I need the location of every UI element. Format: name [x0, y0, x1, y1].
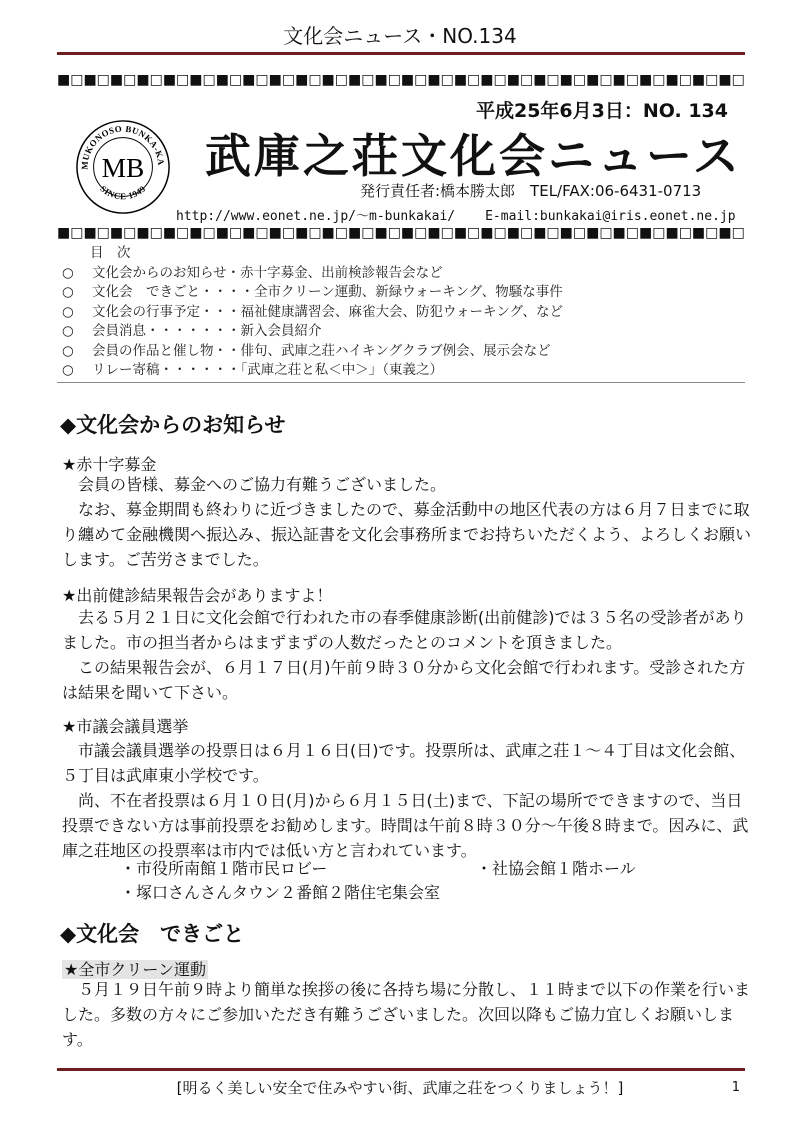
election-paragraph-2: 尚、不在者投票は６月１０日(月)から６月１５日(土)まで、下記の場所でできますので、当日投票できない方は事前投票をお勧めします。時間は午前８時３０分〜午後８時まで。因みに、武庫之荘地区の投票率は市内では低い方と言われています。 [62, 791, 749, 860]
polling-place-1: ・市役所南館１階市民ロビー [120, 859, 328, 878]
issue-date: 平成25年6月3日：NO. 134 [475, 100, 728, 122]
website-link[interactable]: http://www.eonet.ne.jp/～m-bunkakai/ [176, 209, 456, 224]
svg-text:SINCE 1949 [98, 183, 147, 201]
email-link[interactable]: E-mail:bunkakai@iris.eonet.ne.jp [485, 209, 736, 224]
toc-item: ○ 会員消息・・・・・・・新入会員紹介 [62, 323, 322, 339]
square-border-bottom: ■□■□■□■□■□■□■□■□■□■□■□■□■□■□■□■□■□■□■□■□■□■□■□■□■□■□ [57, 225, 745, 241]
polling-place-2: ・社協会館１階ホール [476, 859, 636, 878]
footer-rule [57, 1068, 745, 1071]
newsletter-title: 武庫之荘文化会ニュース [205, 129, 742, 183]
contact-links [176, 205, 736, 224]
page-number: 1 [731, 1080, 740, 1095]
table-of-contents [62, 244, 563, 381]
square-border-top: ■□■□■□■□■□■□■□■□■□■□■□■□■□■□■□■□■□■□■□■□■□■□■□■□■□■□ [57, 72, 745, 88]
running-header: 文化会ニュース・NO.134 [283, 24, 517, 48]
checkup-heading: ★出前健診結果報告会がありますよ！ [62, 586, 333, 605]
logo-initials: MB [101, 152, 145, 183]
redcross-heading: ★赤十字募金 [62, 455, 157, 474]
header-rule [57, 52, 745, 55]
election-heading: ★市議会議員選挙 [62, 717, 189, 736]
election-paragraph-1: 市議会議員選挙の投票日は６月１６日(日)です。投票所は、武庫之荘１〜４丁目は文化会館、５丁目は武庫東小学校です。 [62, 741, 746, 785]
cleanup-heading: ★全市クリーン運動 [64, 960, 207, 979]
toc-item: ○ リレー寄稿・・・・・・「武庫之荘と私＜中＞」（東義之） [62, 362, 443, 378]
toc-item: ○ 文化会の行事予定・・・福祉健康講習会、麻雀大会、防犯ウォーキング、など [62, 303, 564, 320]
toc-divider [57, 382, 745, 383]
redcross-paragraph-2: なお、募金期間も終わりに近づきましたので、募金活動中の地区代表の方は６月７日までに取り纏めて金融機関へ振込み、振込証書を文化会事務所までお持ちいただくよう、よろしくお願いします。ご苦労さまでした。 [62, 500, 751, 569]
checkup-paragraph-2: この結果報告会が、６月１７日(月)午前９時３０分から文化会館で行われます。受診された方は結果を聞いて下さい。 [62, 658, 746, 702]
mb-logo-icon [74, 118, 172, 216]
polling-place-3: ・塚口さんさんタウン２番館２階住宅集会室 [120, 883, 441, 902]
footer-slogan: [明るく美しい安全で住みやすい街、武庫之荘をつくりましょう！] [176, 1079, 624, 1097]
toc-item: ○ 文化会からのお知らせ・赤十字募金、出前検診報告会など [62, 264, 443, 281]
redcross-paragraph-1: 会員の皆様、募金へのご協力有難うございました。 [78, 475, 447, 494]
section-heading-notices: ◆文化会からのお知らせ [60, 413, 286, 437]
cleanup-paragraph-1: ５月１９日午前９時より簡単な挨拶の後に各持ち場に分散し、１１時まで以下の作業を行いました。多数の方々にご参加いただき有難うございました。次回以降もご協力宜しくお願いします。 [62, 980, 751, 1049]
checkup-paragraph-1: 去る５月２１日に文化会館で行われた市の春季健康診断(出前健診)では３５名の受診者がありました。市の担当者からはまずまずの人数だったとのコメントを頂きました。 [62, 608, 747, 652]
toc-item: ○ 会員の作品と催し物・・俳句、武庫之荘ハイキングクラブ例会、展示会など [62, 342, 551, 359]
publisher-info: 発行責任者:橋本勝太郎 TEL/FAX:06-6431-0713 [360, 182, 702, 200]
logo-ring-top: MUKONOSO BUNKA-KA [79, 123, 167, 170]
logo-ring-bottom: SINCE 1949 [98, 183, 148, 202]
toc-title: 目 次 [90, 245, 131, 261]
section-heading-events: ◆文化会 できごと [60, 922, 245, 946]
toc-item: ○ 文化会 できごと・・・・全市クリーン運動、新緑ウォーキング、物騒な事件 [62, 284, 563, 300]
